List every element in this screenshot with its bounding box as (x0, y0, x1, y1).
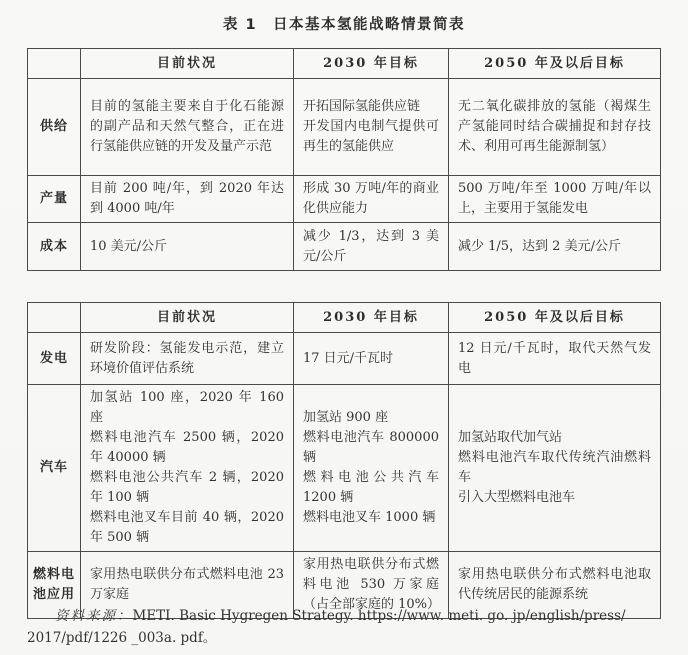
table-row (28, 385, 661, 552)
cell-output-current (81, 176, 294, 223)
column-header-2050-target: 2050 年及以后目标 (449, 49, 661, 79)
row-label-supply: 供给 (28, 79, 81, 176)
column-header-2030-target: 2030 年目标 (294, 303, 449, 333)
cell-line: 减少 1/3，达到 3 美元/公斤 (303, 228, 439, 264)
column-header-2050-target: 2050 年及以后目标 (449, 303, 661, 333)
cell-vehicles-2050 (449, 385, 661, 552)
cell-line: 家用热电联供分布式燃料电池取代传统居民的能源系统 (458, 567, 651, 602)
cell-power-2050 (449, 333, 661, 385)
cell-cost-2050 (449, 223, 661, 271)
cell-cost-2030 (294, 223, 449, 271)
cell-output-2050 (449, 176, 661, 223)
row-label-fuel-cell-application: 燃料电池应用 (28, 552, 81, 619)
cell-line: 燃料电池汽车 800000 辆 (303, 430, 439, 465)
source-note-line1 (27, 605, 661, 627)
cell-line: 燃料电池公共汽车 1200 辆 (303, 470, 439, 505)
cell-power-2030 (294, 333, 449, 385)
cell-line: 加氢站 100 座，2020 年 160 座 (90, 390, 284, 425)
table-row (28, 223, 661, 271)
column-header-current-status: 目前状况 (81, 303, 294, 333)
strategy-table-application (27, 302, 661, 619)
cell-line: 燃料电池公共汽车 2 辆，2020 年 100 辆 (90, 470, 284, 505)
cell-line: 无二氧化碳排放的氢能（褐煤生产氢能同时结合碳捕捉和封存技术、利用可再生能源制氢） (458, 99, 651, 154)
row-label-power-generation: 发电 (28, 333, 81, 385)
cell-supply-current (81, 79, 294, 176)
cell-power-current (81, 333, 294, 385)
table-caption: 表 1 日本基本氢能战略情景简表 (222, 17, 466, 33)
cell-line: 形成 30 万吨/年的商业化供应能力 (303, 181, 439, 216)
header-row (28, 303, 661, 333)
cell-line: 燃料电池叉车目前 40 辆，2020 年 500 辆 (90, 510, 284, 545)
cell-supply-2050 (449, 79, 661, 176)
cell-line: 目前的氢能主要来自于化石能源的副产品和天然气整合，正在进行氢能供应链的开发及量产示范 (90, 99, 284, 154)
source-note-line2: 2017/pdf/1226 _003a. pdf。 (27, 630, 217, 646)
source-label: 资料来源： (55, 608, 133, 624)
cell-vehicles-current (81, 385, 294, 552)
strategy-table-supply (27, 48, 661, 271)
cell-line: 开发国内电制气提供可再生的氢能供应 (303, 119, 439, 154)
table-row (28, 176, 661, 223)
cell-line: 10 美元/公斤 (90, 238, 168, 254)
cell-line: 12 日元/千瓦时，取代天然气发电 (458, 340, 651, 376)
cell-line: 加氢站 900 座 (303, 410, 389, 425)
cell-line: 加氢站取代加气站 (458, 430, 563, 445)
cell-line: 500 万吨/年至 1000 万吨/年以上，主要用于氢能发电 (458, 181, 651, 216)
row-label-cost: 成本 (28, 223, 81, 271)
cell-line: 家用热电联供分布式燃料电池 23 万家庭 (90, 567, 284, 602)
cell-line: 目前 200 吨/年，到 2020 年达到 4000 吨/年 (90, 181, 284, 216)
column-header-current-status: 目前状况 (81, 49, 294, 79)
cell-line: 减少 1/5，达到 2 美元/公斤 (458, 238, 621, 254)
source-note (27, 605, 661, 649)
cell-line: 燃料电池叉车 1000 辆 (303, 510, 436, 525)
column-header-2030-target: 2030 年目标 (294, 49, 449, 79)
cell-line: 家用热电联供分布式燃料电池 530 万家庭（占全部家庭的 10%） (303, 557, 441, 612)
cell-line: 引入大型燃料电池车 (458, 490, 576, 505)
corner-cell (28, 49, 81, 79)
cell-supply-2030 (294, 79, 449, 176)
cell-line: 燃料电池汽车取代传统汽油燃料车 (458, 450, 651, 485)
cell-cost-current (81, 223, 294, 271)
corner-cell (28, 303, 81, 333)
cell-vehicles-2030 (294, 385, 449, 552)
cell-line: 燃料电池汽车 2500 辆，2020 年 40000 辆 (90, 430, 284, 465)
cell-line: 研发阶段：氢能发电示范，建立环境价值评估系统 (90, 340, 284, 376)
source-citation: METI. Basic Hygregen Strategy. https://www. meti. go. jp/english/press/ (132, 608, 626, 624)
row-label-output: 产量 (28, 176, 81, 223)
cell-output-2030 (294, 176, 449, 223)
cell-line: 17 日元/千瓦时 (303, 350, 394, 366)
header-row (28, 49, 661, 79)
row-label-vehicles: 汽车 (28, 385, 81, 552)
cell-line: 开拓国际氢能供应链 (303, 99, 421, 114)
table-row (28, 333, 661, 385)
table-row (28, 79, 661, 176)
